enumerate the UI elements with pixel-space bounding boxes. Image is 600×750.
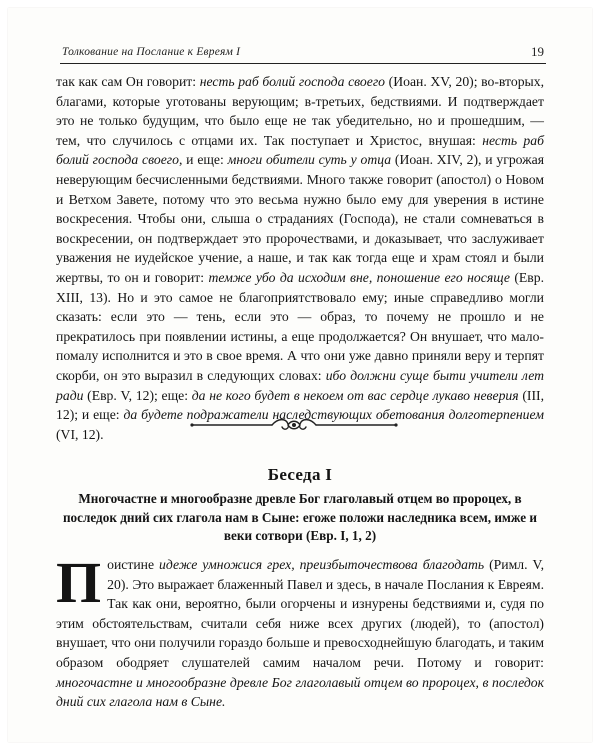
text-run: оистине [107,557,160,572]
running-header [60,41,546,64]
italic-quote: да не кого будет в некоем от вас сердце лукаво неверия [191,387,519,403]
text-run: (Евр. XIII, 13). Но и это самое не благоприятствовало ему; иные справедливо могли сказать: если это — тень, если это — образ, то почему не прошло и не прекратилось при появлении истины, а еще продолжается? Он внушает, что мало-помалу исполнится и это в свое время. А что они уже давно приняли веру и терпят скорби, он это выразил в следующих словах: [56,269,544,383]
text-run: , и еще: [178,152,228,168]
drop-cap: П [56,550,102,615]
italic-quote: идеже умножися грех, преизбыточествова благодать [159,557,485,572]
text-run: (Римл. V, 20). Это выражает блаженный Павел и здесь, в начале Послания к Евреям. Так как они, вероятно, были огорчены и изнурены бедствиями и, судя по этим обстоятельствам, считали себя ниже всех других (людей), то (апостол) внушает, что они получили гораздо больше и превосходнейшую благодать, и таким образом ободряет слушателей самим началом речи. Потому и говорит: [56,557,545,670]
running-title: Толкование на Послание к Евреям I [62,46,241,58]
body-paragraph-2 [56,550,545,712]
text-run: так как сам Он говорит: [56,74,200,89]
text-run: (Евр. V, 12); еще: [83,387,192,403]
italic-quote: ибо должни суще быти учители лет ради [56,367,544,403]
text-run: (Иоан. XIV, 2), и угрожая неверующим бесчисленными бедствиями. Много также говорит (апостол) о Новом и Ветхом Завете, потому что это весьма нужно было ему для уверения в истине воскресения. Чтобы они, слыша о страданиях (Господа), не стали сомневаться в воскресении, он подтверждает это пророчествами, и доказывает, что заслуживает уважения не иудейское учение, а наше, и так как тогда еще и храм стоял и были жертвы, то он и говорит: [56,152,544,285]
text-run: (VI, 12). [56,426,104,442]
ornament-divider-icon [188,414,400,436]
text-run: (Иоан. XV, 20); во-вторых, благами, которые уготованы верующим; в-третьих, бедствиями. И подтверждает это не только будущим, что было еще не так убедительно, но и прошедшим, — тем, что случилось с отцами их. Так поступает и Христос, внушая: [56,74,544,148]
italic-quote: да будете подражатели наследствующих обетования долготерпением [123,407,544,423]
chapter-subheading: Многочастне и многообразне древле Бог глаголавый отцем во пророцех, в последок дний сих глагола нам в Сыне: егоже положи наследника всем, имже и веки сотвори (Евр. I, 1, 2) [62,491,538,543]
italic-quote: многи обители суть у отца [227,152,392,168]
italic-quote: темже убо да исходим вне, поношение его носяще [208,269,510,285]
body-paragraph-1 [56,72,544,444]
text-run: (III, 12); и еще: [56,387,544,423]
italic-quote: многочастне и многообразне древле Бог глаголавый отцем во пророцех, в последок дний сих глагола нам в Сыне. [56,674,544,710]
chapter-title: Беседа I [267,465,333,484]
paragraph-2-text [56,550,545,710]
page-number: 19 [531,44,544,59]
italic-quote: несть раб болий господа своего [199,74,386,89]
italic-quote: несть раб болий господа своего [56,132,544,168]
